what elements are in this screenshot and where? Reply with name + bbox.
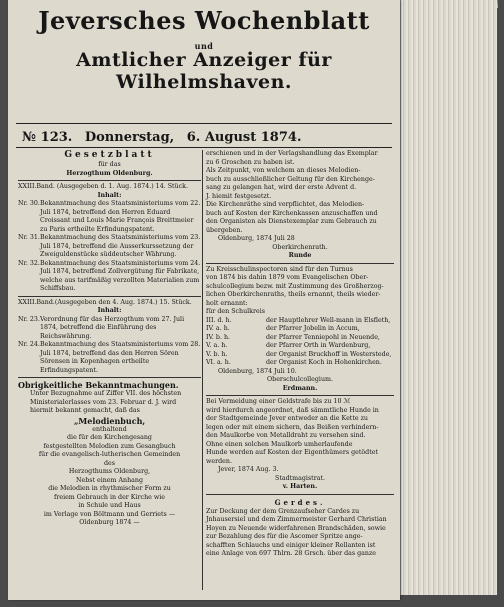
- signature-name: v. Harten.: [282, 483, 318, 490]
- item-number: V. b. h.: [206, 350, 228, 358]
- text-line: zu 6 Groschen zu haben ist.: [206, 158, 295, 166]
- newspaper-page: [8, 0, 400, 600]
- item-text: Verordnung für das Herzogthum vom 27. Juli 1874, betreffend die Einführung des Reichswährung.: [40, 315, 185, 340]
- notice-kreisschul: [206, 266, 394, 309]
- melodienbuch-title: „Melodienbuch,: [73, 415, 146, 426]
- signature-body: Oberkirchenrath.: [272, 243, 328, 251]
- text-line: erschienen und in der Verlagshandlung das Exemplar: [206, 150, 378, 157]
- notice-melodien-continued: [206, 150, 394, 235]
- text-line: Zur Deckung der dem Grenzaufseher Cardes zu: [206, 507, 360, 515]
- text-line: den Maulkorbe von Metalldraht zu versehen sind.: [206, 432, 366, 439]
- text-line: schafften Schlauchs und einiger kleiner Rellanten ist: [206, 541, 376, 549]
- text-line: Als Zeitpunkt, von welchem an dieses Melodien-: [206, 167, 361, 174]
- text-line: Ohne einen solchen Maulkorb umherlaufende: [206, 440, 353, 448]
- item-number: Nr. 30.: [18, 200, 40, 207]
- text-line: des: [104, 459, 115, 467]
- issue-date: 6. August 1874.: [186, 130, 302, 145]
- notice-heading: Gerdes.: [274, 497, 326, 507]
- kreis-entry: [206, 351, 394, 360]
- divider: [18, 377, 201, 378]
- signature-place: Jever, 1874 Aug. 3.: [218, 466, 279, 473]
- dateline: [22, 130, 390, 145]
- law-item: [18, 200, 201, 234]
- item-number: IV. b. h.: [206, 333, 231, 341]
- masthead-subtitle: Amtlicher Anzeiger für Wilhelmshaven.: [76, 49, 332, 93]
- item-number: Nr. 24.: [18, 341, 40, 348]
- item-number: V. a. h.: [206, 342, 228, 349]
- notice-brandschaden: [206, 508, 394, 559]
- gesetzblatt-sub2: Herzogthum Oldenburg.: [66, 169, 153, 177]
- item-number: IV. a. h.: [206, 325, 230, 332]
- masthead-title: Jeversches Wochenblatt: [38, 6, 370, 35]
- issue-number: № 123.: [22, 130, 73, 145]
- item-number: Nr. 23.: [18, 315, 40, 323]
- law-item: [18, 341, 201, 375]
- divider: [206, 494, 394, 495]
- item-text: der Organist Koch in Hohenkirchen.: [266, 359, 382, 366]
- issue-weekday: Donnerstag,: [84, 130, 175, 145]
- column-divider: [202, 150, 203, 590]
- law-item: [18, 234, 201, 260]
- text-line: Hoyen zu Neuende widerfahrenen Brandschäden, sowie: [206, 524, 386, 532]
- text-line: wird hierdurch angeordnet, daß sämmtliche Hunde in: [206, 406, 379, 414]
- kreis-entry: [206, 325, 394, 334]
- kreis-entry: [206, 317, 394, 326]
- text-line: von 1874 bis dahin 1879 vom Evangelischen Ober-: [206, 274, 369, 281]
- text-line: Zu Kreisschulinspectoren sind für den Turnus: [206, 265, 353, 273]
- band-header: XXIII.Band. (Ausgegeben d. 1. Aug. 1874.) 14. Stück.: [18, 183, 188, 190]
- notice-hunde: [206, 398, 394, 466]
- text-line: eine Anlage von 697 Thlrn. 28 Grsch. über das ganze: [206, 550, 377, 557]
- right-column: [206, 150, 394, 590]
- text-line: enthaltend: [92, 425, 127, 433]
- item-number: VI. a. h.: [206, 359, 231, 366]
- law-item: [18, 316, 201, 342]
- item-text: der Pfarrer Orth in Wardenburg,: [266, 342, 371, 349]
- items-list-1: [18, 200, 201, 294]
- text-line: übergeben.: [206, 226, 243, 234]
- text-line: buch zu ausschließlicher Geltung für den Kirchenge-: [206, 175, 375, 183]
- signature-place: Oldenburg, 1874 Juli 10.: [218, 367, 297, 375]
- kreis-label: für den Schulkreis: [206, 308, 265, 315]
- text-line: Hunde werden auf Kosten der Eigenthümers getödtet: [206, 449, 378, 456]
- text-line: der Stadtgemeinde Jever entweder an die Kette zu: [206, 415, 368, 422]
- text-line: werden.: [206, 457, 232, 465]
- obrig-text: Unter Bezugnahme auf Ziffer VII. des höchsten Ministerialerlasses vom 23. Februar d. J. wird hiermit bekannt gemacht, daß das: [30, 390, 182, 414]
- text-line: lichen Oberkirchenraths, theils ernannt, theils wieder-: [206, 291, 381, 298]
- signature-name: Erdmann.: [282, 384, 318, 392]
- law-item: [18, 260, 201, 294]
- dateline-rule: [16, 147, 392, 148]
- divider: [18, 180, 201, 181]
- obrigkeitliche-heading: Obrigkeitliche Bekanntmachungen.: [18, 380, 179, 390]
- left-column: [18, 150, 201, 590]
- masthead-und: und: [194, 41, 214, 51]
- item-text: der Organist Bruckhoff in Westerstede,: [266, 350, 392, 358]
- closing-line: Oldenburg 1874 —: [79, 519, 140, 526]
- text-line: zur Bezahlung des für die Ascomer Spritze ange-: [206, 533, 363, 540]
- item-number: Nr. 32.: [18, 259, 40, 267]
- inhalt-heading: Inhalt:: [97, 191, 122, 199]
- text-line: für die evangelisch-lutherischen Gemeinden: [38, 451, 181, 458]
- text-line: die Melodien in rhythmischer Form zu: [48, 485, 171, 492]
- gesetzblatt-sub1: für das: [98, 161, 121, 168]
- item-text: der Hauptlehrer Well-mann in Elsfleth,: [266, 316, 391, 324]
- item-text: Bekanntmachung des Staatsministeriums vom 22. Juli 1874, betreffend den Herren Eduard Croissant und Louis Marie François Breittmeier zu Paris ertheilte Erfindungspatent.: [40, 200, 201, 233]
- text-line: im Verlage von Böltmann und Gerriets —: [43, 510, 176, 518]
- melodien-lines: [18, 426, 201, 520]
- item-text: Bekanntmachung des Staatsministeriums vom 24. Juli 1874, betreffend Zollvergütung für Fabrikate, welche aus tarifmäßig verzollten Materialien zum Schiffsbau.: [40, 259, 201, 292]
- item-text: Bekanntmachung des Staatsministeriums vom 28. Juli 1874, betreffend das den Herren Sören Sörensen in Kopenhagen ertheilte Erfindungspatent.: [40, 341, 201, 374]
- divider: [206, 263, 394, 264]
- signature-name: Runde: [288, 252, 312, 259]
- text-line: Die Kirchenräthe sind verpflichtet, das Melodien-: [206, 201, 365, 208]
- gesetzblatt-title: Gesetzblatt: [64, 150, 155, 160]
- kreis-entry: [206, 342, 394, 351]
- text-line: Herzogthums Oldenburg,: [68, 468, 151, 475]
- text-line: legen oder mit einem sichern, das Beißen verhindern-: [206, 423, 379, 431]
- text-line: festgestellten Melodien zum Gesangbuch: [43, 442, 176, 450]
- text-line: den Organisten als Dienstexemplar zum Gebrauch zu: [206, 218, 377, 225]
- text-line: die für den Kirchengesang: [67, 434, 152, 441]
- band-header: XXIII.Band.(Ausgegeben den 4. Aug. 1874.) 15. Stück.: [18, 298, 192, 306]
- kreis-list: [206, 317, 394, 368]
- item-text: der Pfarrer Tenniepohl in Neuende,: [266, 333, 380, 341]
- kreis-entry: [206, 359, 394, 368]
- kreis-entry: [206, 334, 394, 343]
- divider: [206, 395, 394, 396]
- signature-body: Stadtmagistrat.: [275, 474, 325, 482]
- item-text: Bekanntmachung des Staatsministeriums vom 23. Juli 1874, betreffend die Ausserkurssetzung der Zweiguldenstücke süddeutscher Währung.: [40, 234, 201, 258]
- item-text: der Pfarrer Jobelin in Accum,: [266, 325, 360, 332]
- text-line: Bei Vermeidung einer Geldstrafe bis zu 10 ℳ: [206, 398, 351, 405]
- text-line: buch auf Kosten der Kirchenkassen anzuschaffen und: [206, 209, 378, 217]
- text-line: schulcollegium bezw. mit Zustimmung des Großherzog-: [206, 282, 384, 290]
- book-page-edges: [400, 0, 497, 595]
- item-number: Nr. 31.: [18, 234, 40, 241]
- text-line: holt ernannt:: [206, 299, 248, 307]
- signature-body: Oberschulcollegium.: [267, 376, 333, 383]
- inhalt-heading: Inhalt:: [97, 307, 122, 314]
- text-line: Jnhausersiel und dem Zimmermeister Gerhard Christian: [206, 516, 387, 523]
- text-line: sang zu gelangen hat, wird der erste Advent d.: [206, 184, 357, 191]
- text-line: J. hiemit festgesetzt.: [206, 192, 272, 200]
- divider: [18, 296, 201, 297]
- items-list-2: [18, 316, 201, 376]
- text-line: in Schule und Haus: [78, 502, 141, 509]
- text-line: freiem Gebrauch in der Kirche wie: [54, 493, 165, 501]
- item-number: III. d. h.: [206, 316, 232, 324]
- signature-place: Oldenburg, 1874 Juli 28: [218, 235, 295, 242]
- text-line: Nebst einem Anhang: [75, 476, 144, 484]
- masthead-rule: [16, 123, 392, 124]
